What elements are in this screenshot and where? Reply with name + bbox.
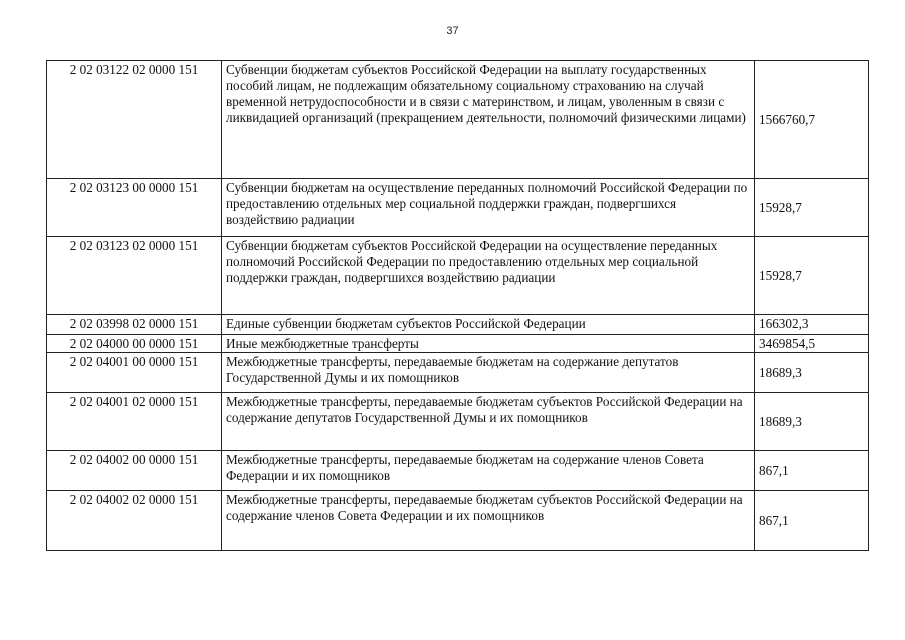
table-row: [47, 315, 869, 335]
budget-code-cell: 2 02 04002 00 0000 151: [47, 451, 222, 491]
table-row: [47, 393, 869, 451]
budget-code-cell: 2 02 04001 02 0000 151: [47, 393, 222, 451]
table-row: [47, 335, 869, 353]
table-row: [47, 353, 869, 393]
table-row: [47, 61, 869, 179]
budget-code-cell: 2 02 03123 02 0000 151: [47, 237, 222, 315]
budget-code-cell: 2 02 04001 00 0000 151: [47, 353, 222, 393]
table-row: [47, 237, 869, 315]
description-cell: Межбюджетные трансферты, передаваемые бюджетам на содержание членов Совета Федерации и их помощников: [222, 451, 755, 491]
budget-code-cell: 2 02 03123 00 0000 151: [47, 179, 222, 237]
amount-cell: 867,1: [755, 491, 869, 551]
description-cell: Межбюджетные трансферты, передаваемые бюджетам субъектов Российской Федерации на содержание членов Совета Федерации и их помощников: [222, 491, 755, 551]
amount-cell: 18689,3: [755, 353, 869, 393]
amount-cell: 18689,3: [755, 393, 869, 451]
amount-cell: 166302,3: [755, 315, 869, 335]
page-number: 37: [446, 25, 459, 37]
amount-cell: 3469854,5: [755, 335, 869, 353]
budget-code-cell: 2 02 04002 02 0000 151: [47, 491, 222, 551]
amount-cell: 15928,7: [755, 179, 869, 237]
table-row: [47, 451, 869, 491]
description-cell: Субвенции бюджетам на осуществление переданных полномочий Российской Федерации по предоставлению отдельных мер социальной поддержки граждан, подвергшихся воздействию радиации: [222, 179, 755, 237]
budget-code-cell: 2 02 03122 02 0000 151: [47, 61, 222, 179]
description-cell: Субвенции бюджетам субъектов Российской Федерации на осуществление переданных полномочий Российской Федерации по предоставлению отдельных мер социальной поддержки граждан, подвергшихся воздействию радиации: [222, 237, 755, 315]
amount-cell: 867,1: [755, 451, 869, 491]
description-cell: Межбюджетные трансферты, передаваемые бюджетам на содержание депутатов Государственной Думы и их помощников: [222, 353, 755, 393]
budget-table: [46, 60, 869, 551]
table-row: [47, 491, 869, 551]
description-cell: Межбюджетные трансферты, передаваемые бюджетам субъектов Российской Федерации на содержание депутатов Государственной Думы и их помощников: [222, 393, 755, 451]
description-cell: Субвенции бюджетам субъектов Российской Федерации на выплату государственных пособий лицам, не подлежащим обязательному социальному страхованию на случай временной нетрудоспособности и в связи с материнством, и лицам, уволенным в связи с ликвидацией организаций (прекращением деятельности, полномочий физическими лицами): [222, 61, 755, 179]
budget-code-cell: 2 02 03998 02 0000 151: [47, 315, 222, 335]
budget-code-cell: 2 02 04000 00 0000 151: [47, 335, 222, 353]
amount-cell: 15928,7: [755, 237, 869, 315]
description-cell: Единые субвенции бюджетам субъектов Российской Федерации: [222, 315, 755, 335]
description-cell: Иные межбюджетные трансферты: [222, 335, 755, 353]
amount-cell: 1566760,7: [755, 61, 869, 179]
table-row: [47, 179, 869, 237]
